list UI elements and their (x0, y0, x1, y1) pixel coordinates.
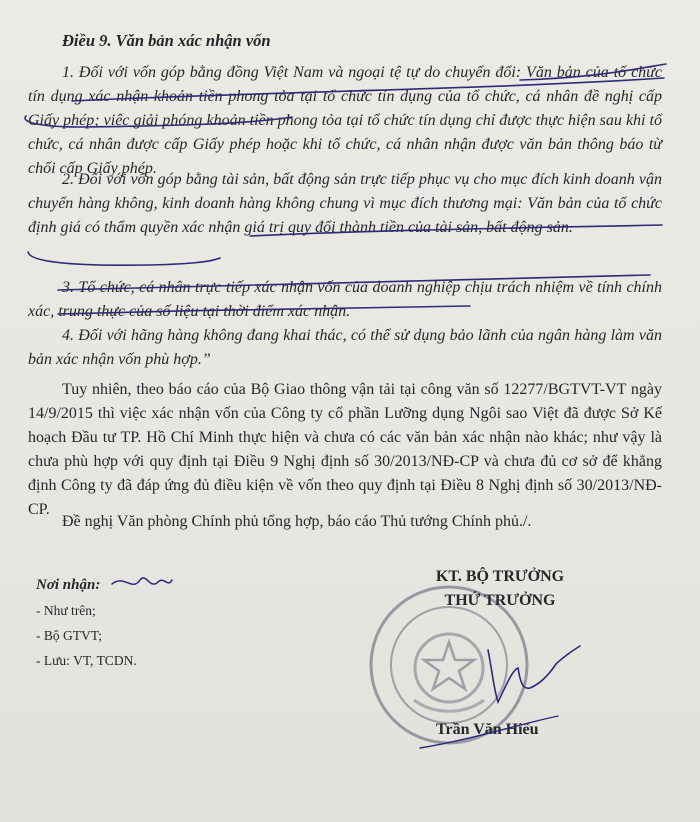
signer-name: Trần Văn Hiếu (436, 721, 539, 738)
paragraph-1 (28, 61, 662, 181)
recipient-item: - Bộ GTVT; (36, 628, 102, 643)
signature-block (400, 565, 600, 738)
recipients-block (36, 577, 137, 673)
paragraph-3-text: 3. Tổ chức, cá nhân trực tiếp xác nhận vốn của doanh nghiệp chịu trách nhiệm về tính chính xác, trung thực của số liệu tại thời điểm xác nhận. (28, 279, 662, 320)
paragraph-6 (28, 510, 662, 534)
recipients-heading: Nơi nhận: (36, 577, 101, 593)
paragraph-6-text: Đề nghị Văn phòng Chính phủ tổng hợp, báo cáo Thủ tướng Chính phủ./. (62, 513, 532, 530)
paragraph-1-text: 1. Đối với vốn góp bằng đồng Việt Nam và ngoại tệ tự do chuyển đổi: Văn bản của tổ chức tín dụng xác nhận khoản tiền phong tỏa tại tổ chức tín dụng của tổ chức, cá nhân đề nghị cấp Giấy phép; việc giải phóng khoản tiền phong tỏa tại tổ chức tín dụng chỉ được thực hiện sau khi tổ chức, cá nhân được cấp Giấy phép hoặc khi tổ chức, cá nhân nhận được văn bản thông báo từ chối cấp Giấy phép. (28, 64, 662, 177)
paragraph-2 (28, 168, 662, 240)
paragraph-5 (28, 378, 662, 522)
recipient-item: - Như trên; (36, 603, 96, 618)
signature-title: KT. BỘ TRƯỞNG (435, 568, 565, 585)
paragraph-4-text: 4. Đối với hãng hàng không đang khai thác, có thể sử dụng bảo lãnh của ngân hàng làm văn bản xác nhận vốn phù hợp.” (28, 327, 662, 368)
paragraph-2-text: 2. Đối với vốn góp bằng tài sản, bất động sản trực tiếp phục vụ cho mục đích kinh doanh vận chuyển hàng không, kinh doanh hàng không chung vì mục đích thương mại: Văn bản của tổ chức định giá có thẩm quyền xác nhận giá trị quy đổi thành tiền của tài sản, bất động sản. (28, 171, 662, 236)
paragraph-3 (28, 276, 662, 324)
signature-subtitle: THỨ TRƯỞNG (444, 592, 556, 609)
recipient-item: - Lưu: VT, TCDN. (36, 653, 137, 668)
article-title: Điều 9. Văn bản xác nhận vốn (62, 31, 271, 50)
paragraph-4 (28, 324, 662, 372)
paragraph-5-text: Tuy nhiên, theo báo cáo của Bộ Giao thông vận tải tại công văn số 12277/BGTVT-VT ngày 14/9/2015 thì việc xác nhận vốn của Công ty cổ phần Lưỡng dụng Ngôi sao Việt đã được Sở Kế hoạch Đầu tư TP. Hồ Chí Minh thực hiện và chưa có các văn bản xác nhận nào khác; như vậy là chưa phù hợp với quy định tại Điều 9 Nghị định số 30/2013/NĐ-CP và chưa đủ cơ sở để khẳng định Công ty đã đáp ứng đủ điều kiện về vốn theo quy định tại Điều 8 Nghị định số 30/2013/NĐ-CP. (28, 381, 662, 518)
